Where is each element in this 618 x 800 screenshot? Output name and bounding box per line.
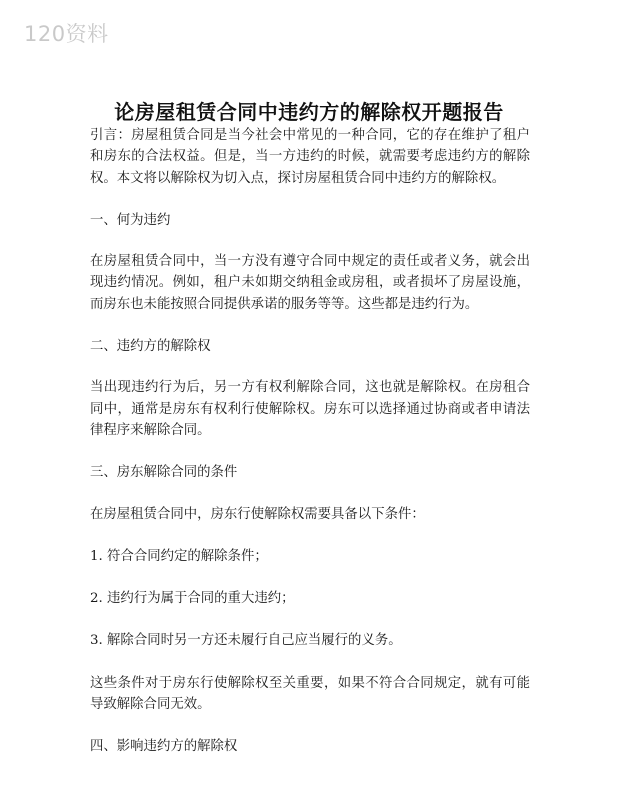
watermark-logo: 120资料 <box>24 22 109 46</box>
document-title: 论房屋租赁合同中违约方的解除权开题报告 <box>114 100 504 124</box>
condition-item-1: 1. 符合合同约定的解除条件； <box>90 548 268 564</box>
section-heading-3: 三、房东解除合同的条件 <box>90 465 238 481</box>
conclusion-paragraph: 这些条件对于房东行使解除权至关重要，如果不符合合同规定，就有可能导致解除合同无效。 <box>90 675 530 713</box>
condition-item-3: 3. 解除合同时另一方还未履行自己应当履行的义务。 <box>90 633 402 649</box>
section-heading-2: 二、违约方的解除权 <box>90 339 211 355</box>
condition-item-2: 2. 违约行为属于合同的重大违约； <box>90 591 295 607</box>
section-2-paragraph: 当出现违约行为后，另一方有权利解除合同，这也就是解除权。在房租合同中，通常是房东有权利行使解除权。房东可以选择通过协商或者申请法律程序来解除合同。 <box>90 380 530 438</box>
section-heading-4: 四、影响违约方的解除权 <box>90 739 238 755</box>
section-1-paragraph: 在房屋租赁合同中，当一方没有遵守合同中规定的责任或者义务，就会出现违约情况。例如，租户未如期交纳租金或房租，或者损坏了房屋设施，而房东也未能按照合同提供承诺的服务等等。这些都是违约行为。 <box>90 254 530 312</box>
section-3-paragraph: 在房屋租赁合同中，房东行使解除权需要具备以下条件： <box>90 506 425 522</box>
document-body <box>90 125 530 778</box>
intro-paragraph: 引言：房屋租赁合同是当今社会中常见的一种合同，它的存在维护了租户和房东的合法权益。但是，当一方违约的时候，就需要考虑违约方的解除权。本文将以解除权为切入点，探讨房屋租赁合同中违约方的解除权。 <box>90 128 530 186</box>
section-heading-1: 一、何为违约 <box>90 212 171 228</box>
